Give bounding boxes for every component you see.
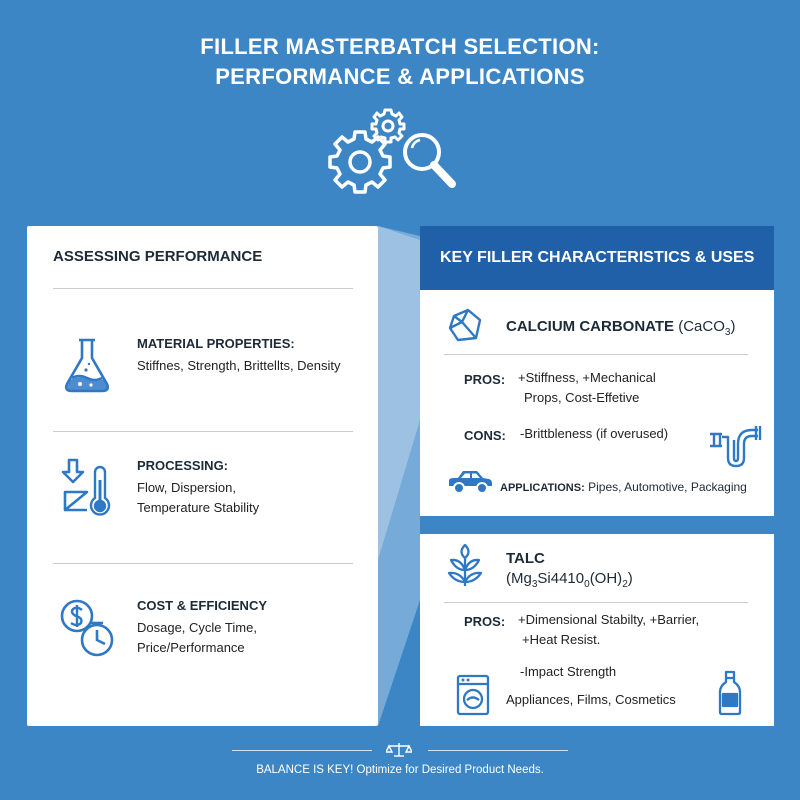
calcium-cons-text: -Brittbleness (if overused) <box>520 426 669 441</box>
talc-card <box>420 534 774 726</box>
leaf-icon <box>446 544 484 588</box>
cost-desc-1: Dosage, Cycle Time, <box>137 620 257 635</box>
applications-text: Pipes, Automotive, Packaging <box>588 480 747 494</box>
thermometer-icon <box>91 467 109 514</box>
processing-desc-1: Flow, Dispersion, <box>137 480 236 495</box>
title-line-1: FILLER MASTERBATCH SELECTION: <box>200 34 600 59</box>
talc-pros-label: PROS: <box>464 614 506 629</box>
coin-icon <box>55 596 119 660</box>
talc-pros-1: +Dimensional Stabilty, +Barrier, <box>518 612 700 627</box>
footer-text: BALANCE IS KEY! Optimize for Desired Product Needs. <box>256 764 544 776</box>
talc-name: TALC <box>506 550 545 567</box>
balance-scale-icon <box>386 742 412 758</box>
talc-pros-2: +Heat Resist. <box>522 632 601 647</box>
footer-divider-left <box>232 750 372 751</box>
divider <box>53 431 353 432</box>
left-heading: ASSESSING PERFORMANCE <box>53 248 263 265</box>
talc-formula: $(Mg_3Si4410_0(OH)_2)$ <box>506 570 633 590</box>
assessing-performance-card <box>27 226 378 726</box>
cost-desc-2: Price/Performance <box>137 640 245 655</box>
car-icon <box>446 468 494 496</box>
divider <box>444 602 748 603</box>
processing-title: PROCESSING: <box>137 458 229 473</box>
talc-applications: Appliances, Films, Cosmetics <box>506 692 676 707</box>
crystal-icon <box>446 306 484 344</box>
processing-item <box>27 458 378 568</box>
divider <box>53 563 353 564</box>
bottle-icon <box>718 670 742 716</box>
calcium-formula: (CaCO$_3$) <box>678 318 736 338</box>
calcium-pros-label: PROS: <box>464 372 506 387</box>
divider <box>444 354 748 355</box>
right-heading: KEY FILLER CHARACTERISTICS & USES <box>420 226 774 290</box>
cost-title: COST & EFFICIENCY <box>137 598 268 613</box>
calcium-applications <box>500 480 747 494</box>
washing-machine-icon <box>456 674 490 716</box>
footer-divider-right <box>428 750 568 751</box>
clock-icon <box>82 623 112 655</box>
applications-label: APPLICATIONS: <box>500 482 585 494</box>
material-properties-item <box>27 326 378 436</box>
gears-icon <box>318 104 468 200</box>
talc-cons-text: -Impact Strength <box>520 664 617 679</box>
page-title <box>0 32 800 92</box>
processing-desc-2: Temperature Stability <box>137 500 260 515</box>
calcium-pros-1: +Stiffness, +Mechanical <box>518 370 656 385</box>
calcium-carbonate-card <box>420 226 774 516</box>
magnifier-icon <box>405 135 452 184</box>
cost-efficiency-item <box>27 598 378 708</box>
pipe-icon <box>708 424 762 472</box>
calcium-pros-2: Props, Cost-Effetive <box>524 390 640 405</box>
divider <box>53 288 353 289</box>
flow-arrows-icon <box>55 458 119 522</box>
material-properties-desc: Stiffnes, Strength, Brittellts, Density <box>137 358 341 373</box>
calcium-cons-label: CONS: <box>464 428 506 443</box>
flask-icon <box>55 334 119 398</box>
title-line-2: PERFORMANCE & APPLICATIONS <box>215 64 585 89</box>
calcium-title <box>506 318 735 338</box>
material-properties-title: MATERIAL PROPERTIES: <box>137 336 295 351</box>
calcium-name: CALCIUM CARBONATE <box>506 318 675 335</box>
